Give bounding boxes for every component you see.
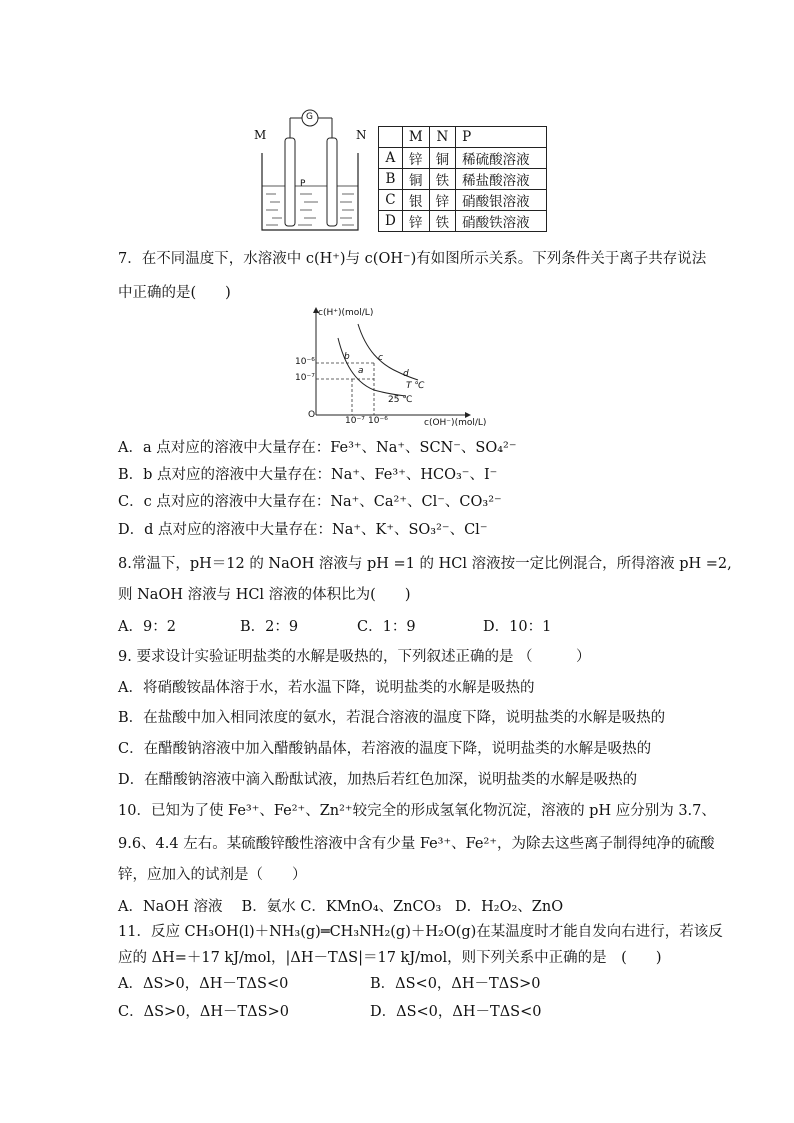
table-cell: C (379, 190, 403, 211)
table-cell: 稀硫酸溶液 (456, 148, 547, 169)
x-axis-label: c(OH⁻)(mol/L) (424, 418, 487, 428)
q11-stem-line2: 应的 ΔH=＋17 kJ/mol，|ΔH－TΔS|＝17 kJ/mol，则下列关系中正确的是 ( ) (118, 950, 662, 966)
curve-t-label: T ℃ (406, 381, 425, 391)
table-cell: D (379, 211, 403, 232)
electrode-n (327, 138, 337, 226)
table-cell: 稀盐酸溶液 (456, 169, 547, 190)
q7-stem-line2: 中正确的是( ) (118, 285, 231, 301)
q10-stem-line1: 10．已知为了使 Fe³⁺、Fe²⁺、Zn²⁺较完全的形成氢氧化物沉淀，溶液的 pH 应分别为 3.7、 (118, 803, 716, 819)
table-cell: B (379, 169, 403, 190)
x-tick-1: 10⁻⁷ (345, 416, 365, 426)
electrode-m (285, 138, 295, 226)
curve-tc (358, 324, 418, 380)
q10-stem-line3: 锌，应加入的试剂是（ ） (118, 867, 307, 883)
q10-stem-line2: 9.6、4.4 左右。某硫酸锌酸性溶液中含有少量 Fe³⁺、Fe²⁺，为除去这些离子制得纯净的硫酸 (118, 836, 715, 852)
table-row (379, 169, 547, 190)
table-cell: 铜 (402, 169, 429, 190)
electrode-table (378, 126, 547, 232)
table-row (379, 190, 547, 211)
x-tick-2: 10⁻⁶ (368, 416, 388, 426)
q9-stem: 9. 要求设计实验证明盐类的水解是吸热的，下列叙述正确的是 （ ） (118, 649, 591, 665)
q10-options-abc: A．NaOH 溶液 B．氨水 C．KMnO₄、ZnCO₃ (118, 899, 442, 915)
q11-option-a: A．ΔS>0，ΔH－TΔS<0 (118, 976, 289, 992)
table-cell: 银 (402, 190, 429, 211)
q7-stem-line1: 7．在不同温度下，水溶液中 c(H⁺)与 c(OH⁻)有如图所示关系。下列条件关于离子共存说法 (118, 251, 707, 267)
table-cell: 锌 (402, 148, 429, 169)
label-n: N (356, 128, 367, 142)
table-cell: 硝酸铁溶液 (456, 211, 547, 232)
table-cell: 锌 (402, 211, 429, 232)
q8-option-b: B．2：9 (240, 619, 299, 635)
table-row (379, 211, 547, 232)
table-cell: 铁 (429, 211, 456, 232)
table-cell: 铁 (429, 169, 456, 190)
q8-option-d: D．10：1 (483, 619, 552, 635)
point-c-label: c (378, 353, 383, 363)
q8-option-c: C．1：9 (357, 619, 416, 635)
table-cell: P (456, 127, 547, 148)
q11-stem-line1: 11．反应 CH₃OH(l)＋NH₃(g)═CH₃NH₂(g)＋H₂O(g)在某温度时才能自发向右进行，若该反 (118, 924, 723, 940)
q11-option-c: C．ΔS>0，ΔH－TΔS>0 (118, 1004, 289, 1020)
label-g: G (306, 112, 313, 122)
table-cell: 硝酸银溶液 (456, 190, 547, 211)
q8-option-a: A．9：2 (118, 619, 176, 635)
q8-stem-line1: 8.常温下，pH＝12 的 NaOH 溶液与 pH =1 的 HCl 溶液按一定比例混合，所得溶液 pH =2, (118, 556, 732, 572)
curve-25c (338, 338, 406, 396)
q7-option-b: B．b 点对应的溶液中大量存在：Na⁺、Fe³⁺、HCO₃⁻、I⁻ (118, 467, 498, 483)
y-tick-1: 10⁻⁶ (295, 357, 315, 367)
table-header-row (379, 127, 547, 148)
ion-product-graph (288, 302, 508, 432)
q9-option-b: B．在盐酸中加入相同浓度的氨水，若混合溶液的温度下降，说明盐类的水解是吸热的 (118, 710, 666, 726)
q7-option-c: C．c 点对应的溶液中大量存在：Na⁺、Ca²⁺、Cl⁻、CO₃²⁻ (118, 494, 502, 510)
table-cell: 锌 (429, 190, 456, 211)
table-row (379, 148, 547, 169)
q10-option-d: D．H₂O₂、ZnO (455, 899, 564, 915)
label-m: M (254, 128, 267, 142)
y-axis-label: c(H⁺)(mol/L) (318, 308, 374, 318)
table-cell (379, 127, 403, 148)
origin-label: O (308, 410, 316, 420)
curve-25-label: 25 ℃ (388, 395, 413, 405)
table-cell: N (429, 127, 456, 148)
point-d-label: d (403, 369, 409, 379)
q7-option-d: D．d 点对应的溶液中大量存在：Na⁺、K⁺、SO₃²⁻、Cl⁻ (118, 522, 488, 538)
point-a-label: a (358, 366, 364, 376)
table-cell: 铜 (429, 148, 456, 169)
table-cell: M (402, 127, 429, 148)
point-b-label: b (344, 352, 350, 362)
q9-option-d: D．在醋酸钠溶液中滴入酚酞试液，加热后若红色加深，说明盐类的水解是吸热的 (118, 772, 638, 788)
q7-option-a: A．a 点对应的溶液中大量存在：Fe³⁺、Na⁺、SCN⁻、SO₄²⁻ (118, 440, 517, 456)
q11-option-b: B．ΔS<0，ΔH－TΔS>0 (370, 976, 541, 992)
q8-stem-line2: 则 NaOH 溶液与 HCl 溶液的体积比为( ) (118, 587, 411, 603)
q9-option-c: C．在醋酸钠溶液中加入醋酸钠晶体，若溶液的温度下降，说明盐类的水解是吸热的 (118, 741, 652, 757)
label-p: P (300, 179, 306, 189)
table-cell: A (379, 148, 403, 169)
q9-option-a: A．将硝酸铵晶体溶于水，若水温下降，说明盐类的水解是吸热的 (118, 680, 535, 696)
y-tick-2: 10⁻⁷ (295, 373, 315, 383)
q11-option-d: D．ΔS<0，ΔH－TΔS<0 (370, 1004, 542, 1020)
